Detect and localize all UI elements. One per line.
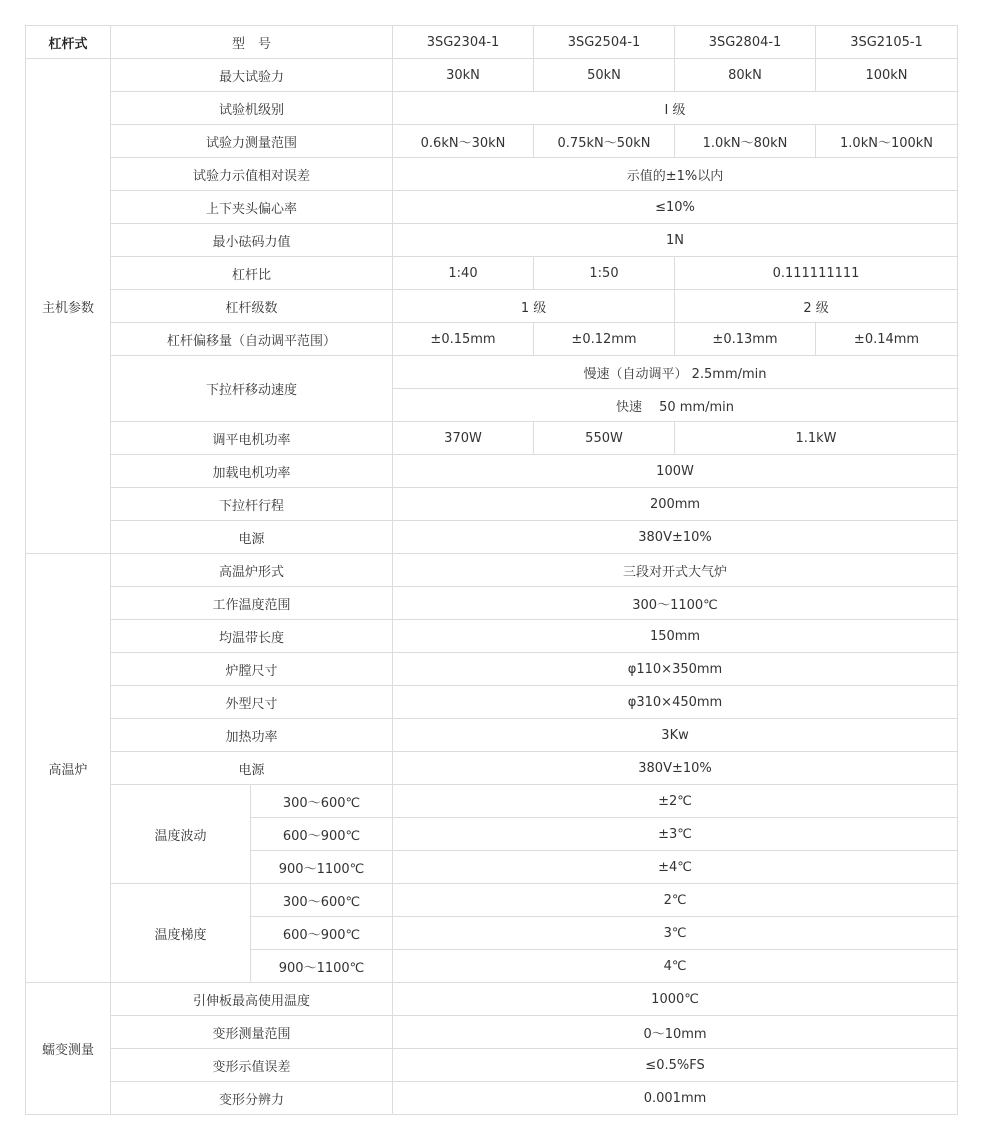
table-row: [26, 455, 958, 488]
table-row: [26, 224, 958, 257]
type-label: 杠杆式: [26, 26, 111, 59]
value-cell: ≤10%: [393, 191, 958, 224]
value-cell: 1 级: [393, 290, 675, 323]
param-label: 工作温度范围: [111, 587, 393, 620]
param-label: 变形示值误差: [111, 1049, 393, 1082]
value-cell: 1000℃: [393, 983, 958, 1016]
table-row: [26, 290, 958, 323]
value-cell: 1:50: [534, 257, 675, 290]
table-row: [26, 719, 958, 752]
value-cell: 3℃: [393, 917, 958, 950]
table-row: [26, 1049, 958, 1082]
table-row: [26, 323, 958, 356]
value-cell: 0.111111111: [675, 257, 958, 290]
value-cell: 2℃: [393, 884, 958, 917]
table-row: [26, 983, 958, 1016]
value-cell: 快速 50 mm/min: [393, 389, 958, 422]
table-row: [26, 488, 958, 521]
table-row: [26, 587, 958, 620]
value-cell: 50kN: [534, 59, 675, 92]
param-label: 引伸板最高使用温度: [111, 983, 393, 1016]
spec-table: [25, 25, 958, 1115]
range-cell: 900～1100℃: [251, 851, 393, 884]
model-cell: 3SG2504-1: [534, 26, 675, 59]
value-cell: ±3℃: [393, 818, 958, 851]
param-label: 最小砝码力值: [111, 224, 393, 257]
table-row: [26, 257, 958, 290]
table-row: [26, 686, 958, 719]
value-cell: 380V±10%: [393, 521, 958, 554]
value-cell: 慢速（自动调平） 2.5mm/min: [393, 356, 958, 389]
param-label: 加载电机功率: [111, 455, 393, 488]
param-label: 加热功率: [111, 719, 393, 752]
param-label: 调平电机功率: [111, 422, 393, 455]
table-row-header: [26, 26, 958, 59]
param-label: 下拉杆行程: [111, 488, 393, 521]
section-label-furnace: 高温炉: [26, 554, 111, 983]
table-row: [26, 785, 958, 818]
group-label-fluctuation: 温度波动: [111, 785, 251, 884]
value-cell: ±4℃: [393, 851, 958, 884]
param-label: 下拉杆移动速度: [111, 356, 393, 422]
value-cell: 300～1100℃: [393, 587, 958, 620]
value-cell: 150mm: [393, 620, 958, 653]
value-cell: 4℃: [393, 950, 958, 983]
value-cell: 0～10mm: [393, 1016, 958, 1049]
value-cell: ±0.12mm: [534, 323, 675, 356]
param-label: 变形测量范围: [111, 1016, 393, 1049]
value-cell: I 级: [393, 92, 958, 125]
model-cell: 3SG2105-1: [816, 26, 958, 59]
value-cell: ±2℃: [393, 785, 958, 818]
value-cell: φ310×450mm: [393, 686, 958, 719]
value-cell: φ110×350mm: [393, 653, 958, 686]
value-cell: ±0.14mm: [816, 323, 958, 356]
value-cell: ±0.13mm: [675, 323, 816, 356]
table-row: [26, 158, 958, 191]
value-cell: 1.0kN～100kN: [816, 125, 958, 158]
param-label: 杠杆级数: [111, 290, 393, 323]
value-cell: 380V±10%: [393, 752, 958, 785]
range-cell: 600～900℃: [251, 917, 393, 950]
section-label-creep: 蠕变测量: [26, 983, 111, 1115]
param-label: 杠杆偏移量（自动调平范围）: [111, 323, 393, 356]
value-cell: ±0.15mm: [393, 323, 534, 356]
value-cell: 1.1kW: [675, 422, 958, 455]
value-cell: 80kN: [675, 59, 816, 92]
table-row: [26, 356, 958, 389]
table-row: [26, 92, 958, 125]
table-row: [26, 422, 958, 455]
model-cell: 3SG2804-1: [675, 26, 816, 59]
range-cell: 300～600℃: [251, 785, 393, 818]
table-row: [26, 653, 958, 686]
param-label: 变形分辨力: [111, 1082, 393, 1115]
model-cell: 3SG2304-1: [393, 26, 534, 59]
table-row: [26, 1016, 958, 1049]
value-cell: 3Kw: [393, 719, 958, 752]
table-row: [26, 521, 958, 554]
range-cell: 900～1100℃: [251, 950, 393, 983]
value-cell: 1.0kN～80kN: [675, 125, 816, 158]
value-cell: 30kN: [393, 59, 534, 92]
model-label: 型 号: [111, 26, 393, 59]
param-label: 最大试验力: [111, 59, 393, 92]
section-label-main: 主机参数: [26, 59, 111, 554]
table-row: [26, 191, 958, 224]
value-cell: 200mm: [393, 488, 958, 521]
value-cell: 示值的±1%以内: [393, 158, 958, 191]
param-label: 上下夹头偏心率: [111, 191, 393, 224]
group-label-gradient: 温度梯度: [111, 884, 251, 983]
param-label: 试验机级别: [111, 92, 393, 125]
table-row: [26, 620, 958, 653]
table-row: [26, 59, 958, 92]
value-cell: 0.75kN～50kN: [534, 125, 675, 158]
param-label: 试验力测量范围: [111, 125, 393, 158]
spec-table-container: [25, 25, 958, 1115]
value-cell: 100kN: [816, 59, 958, 92]
value-cell: 0.001mm: [393, 1082, 958, 1115]
range-cell: 300～600℃: [251, 884, 393, 917]
param-label: 电源: [111, 752, 393, 785]
param-label: 炉膛尺寸: [111, 653, 393, 686]
value-cell: 2 级: [675, 290, 958, 323]
param-label: 均温带长度: [111, 620, 393, 653]
value-cell: 0.6kN～30kN: [393, 125, 534, 158]
table-row: [26, 125, 958, 158]
param-label: 外型尺寸: [111, 686, 393, 719]
value-cell: 100W: [393, 455, 958, 488]
value-cell: 370W: [393, 422, 534, 455]
value-cell: 1:40: [393, 257, 534, 290]
param-label: 试验力示值相对误差: [111, 158, 393, 191]
param-label: 杠杆比: [111, 257, 393, 290]
table-row: [26, 1082, 958, 1115]
value-cell: 三段对开式大气炉: [393, 554, 958, 587]
range-cell: 600～900℃: [251, 818, 393, 851]
table-row: [26, 884, 958, 917]
value-cell: 1N: [393, 224, 958, 257]
table-row: [26, 752, 958, 785]
param-label: 高温炉形式: [111, 554, 393, 587]
table-row: [26, 554, 958, 587]
param-label: 电源: [111, 521, 393, 554]
value-cell: 550W: [534, 422, 675, 455]
value-cell: ≤0.5%FS: [393, 1049, 958, 1082]
